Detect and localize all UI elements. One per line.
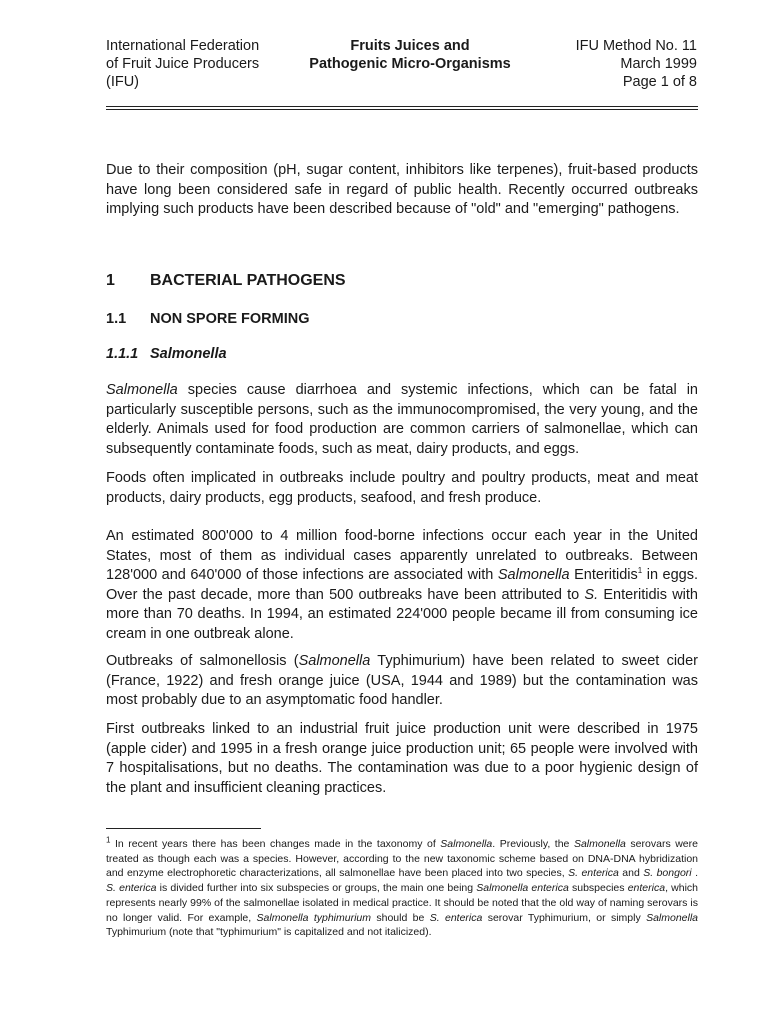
text-run: Typhimurium) have been related to sweet cider (France, 1922) and fresh orange juice (USA, 1944 and 1989) but the contamination was most probably due to an asymptomatic food handler. [106, 653, 698, 708]
subsection-number: 1.1 [106, 311, 127, 327]
text-run: . [691, 867, 698, 880]
header-title-line: Fruits Juices and [350, 38, 470, 54]
header-rule-top [106, 106, 698, 107]
italic-term: Salmonella [106, 382, 178, 398]
text-run: , which represents nearly 99% of the salmonellae isolated in medical practice. It should be noted that the old way of naming serovars is no longer valid. For example, [106, 882, 699, 924]
text-run: is divided further into six subspecies or groups, the main one being [156, 882, 477, 895]
italic-term: enterica [627, 882, 666, 895]
italic-term: Salmonella [573, 838, 626, 850]
italic-term: Salmonella [298, 653, 371, 669]
text-run: Outbreaks of salmonellosis ( [106, 653, 299, 669]
section-title: BACTERIAL PATHOGENS [150, 272, 346, 289]
italic-term: Salmonella typhimurium [256, 911, 371, 924]
subsubsection-title: Salmonella [150, 346, 227, 362]
intro-paragraph: Due to their composition (pH, sugar content, inhibitors like terpenes), fruit-based products have long been considered safe in regard of public health. Recently occurred outbreaks implying such products have been described because of "old" and "emerging" pathogens. [106, 162, 698, 217]
italic-term: S. enterica [568, 867, 619, 880]
text-run: First outbreaks linked to an industrial fruit juice production unit were described in 1975 (apple cider) and 1995 in a fresh orange juice production unit; 65 people were involved with 7 hospitalisations, but no deaths. The contamination was due to a poor hygienic design of the plant and insufficient cleaning practices. [106, 721, 698, 796]
italic-term: S. [584, 586, 599, 603]
header-method-info [576, 37, 697, 91]
italic-term: Salmonella [440, 838, 493, 850]
text-run: Enteritidis [569, 567, 638, 583]
header-method-number: IFU Method No. 11 [575, 38, 697, 54]
text-run: species cause diarrhoea and systemic infections, which can be fatal in particularly susceptible persons, such as the immunocompromised, the very young, and the elderly. Animals used for food production are common carriers of salmonellae, which can subsequently contaminate foods, such as meat, dairy products, and eggs. [106, 382, 698, 457]
italic-term: Salmonella [646, 911, 699, 924]
header-organization [106, 37, 259, 91]
header-title-line: Pathogenic Micro-Organisms [309, 56, 511, 72]
text-run: In recent years there has been changes made in the taxonomy of [110, 838, 441, 850]
italic-term: Salmonella [497, 567, 570, 583]
footnote-taxonomy [106, 837, 698, 940]
footnote-marker: 1 [106, 835, 111, 845]
text-run: serovars were treated as though each was a species. However, according to the new taxonomic scheme based on DNA-DNA hybridization and enzyme electrophoretic characterizations, all salmonellae have been placed into two species, [106, 838, 698, 880]
section-heading-1-1 [106, 311, 310, 327]
header-page-number: Page 1 of 8 [622, 74, 697, 90]
header-date: March 1999 [620, 56, 697, 72]
italic-term: S. enterica [106, 882, 157, 895]
footnote-separator [106, 828, 261, 829]
italic-term: Salmonella enterica [476, 882, 569, 895]
text-run: serovar Typhimurium, or simply [482, 911, 647, 924]
subsubsection-number: 1.1.1 [106, 346, 139, 362]
section-heading-1-1-1 [106, 346, 227, 362]
text-run: should be [371, 911, 430, 924]
header-org-line: International Federation [106, 38, 260, 54]
paragraph-industrial-outbreaks [106, 720, 698, 798]
header-org-line: of Fruit Juice Producers [106, 56, 260, 72]
header-document-title [300, 37, 520, 73]
text-run: Typhimurium (note that "typhimurium" is capitalized and not italicized). [106, 926, 432, 939]
text-run: An estimated 800'000 to 4 million food-borne infections occur each year in the United States, most of them as individual cases apparently unrelated to outbreaks. Between 128'000 and 640'000 of those infections are associated with [106, 528, 698, 583]
text-run: in eggs. Over the past decade, more than 500 outbreaks have been attributed to [106, 567, 698, 603]
paragraph-implicated-foods [106, 469, 698, 508]
footnote-marker: 1 [637, 566, 643, 576]
text-run: . Previously, the [492, 838, 574, 850]
italic-term: S. bongori [643, 867, 692, 880]
section-heading-1 [106, 272, 346, 290]
text-run: Enteritidis with more than 70 deaths. In 1994, an estimated 224'000 people became ill from consuming ice cream in one outbreak alone. [106, 586, 698, 642]
text-run: and [618, 867, 644, 880]
paragraph-salmonellosis-outbreaks [106, 652, 698, 711]
paragraph-salmonella-infections [106, 381, 698, 459]
text-run: Foods often implicated in outbreaks include poultry and poultry products, meat and meat products, dairy products, egg products, seafood, and fresh produce. [106, 470, 698, 506]
text-run: subspecies [568, 882, 628, 895]
italic-term: S. enterica [429, 911, 483, 924]
section-number: 1 [106, 272, 115, 289]
subsection-title: NON SPORE FORMING [150, 311, 310, 327]
paragraph-us-estimates [106, 527, 698, 644]
header-rule-bottom [106, 109, 698, 110]
header-org-line: (IFU) [106, 74, 140, 90]
